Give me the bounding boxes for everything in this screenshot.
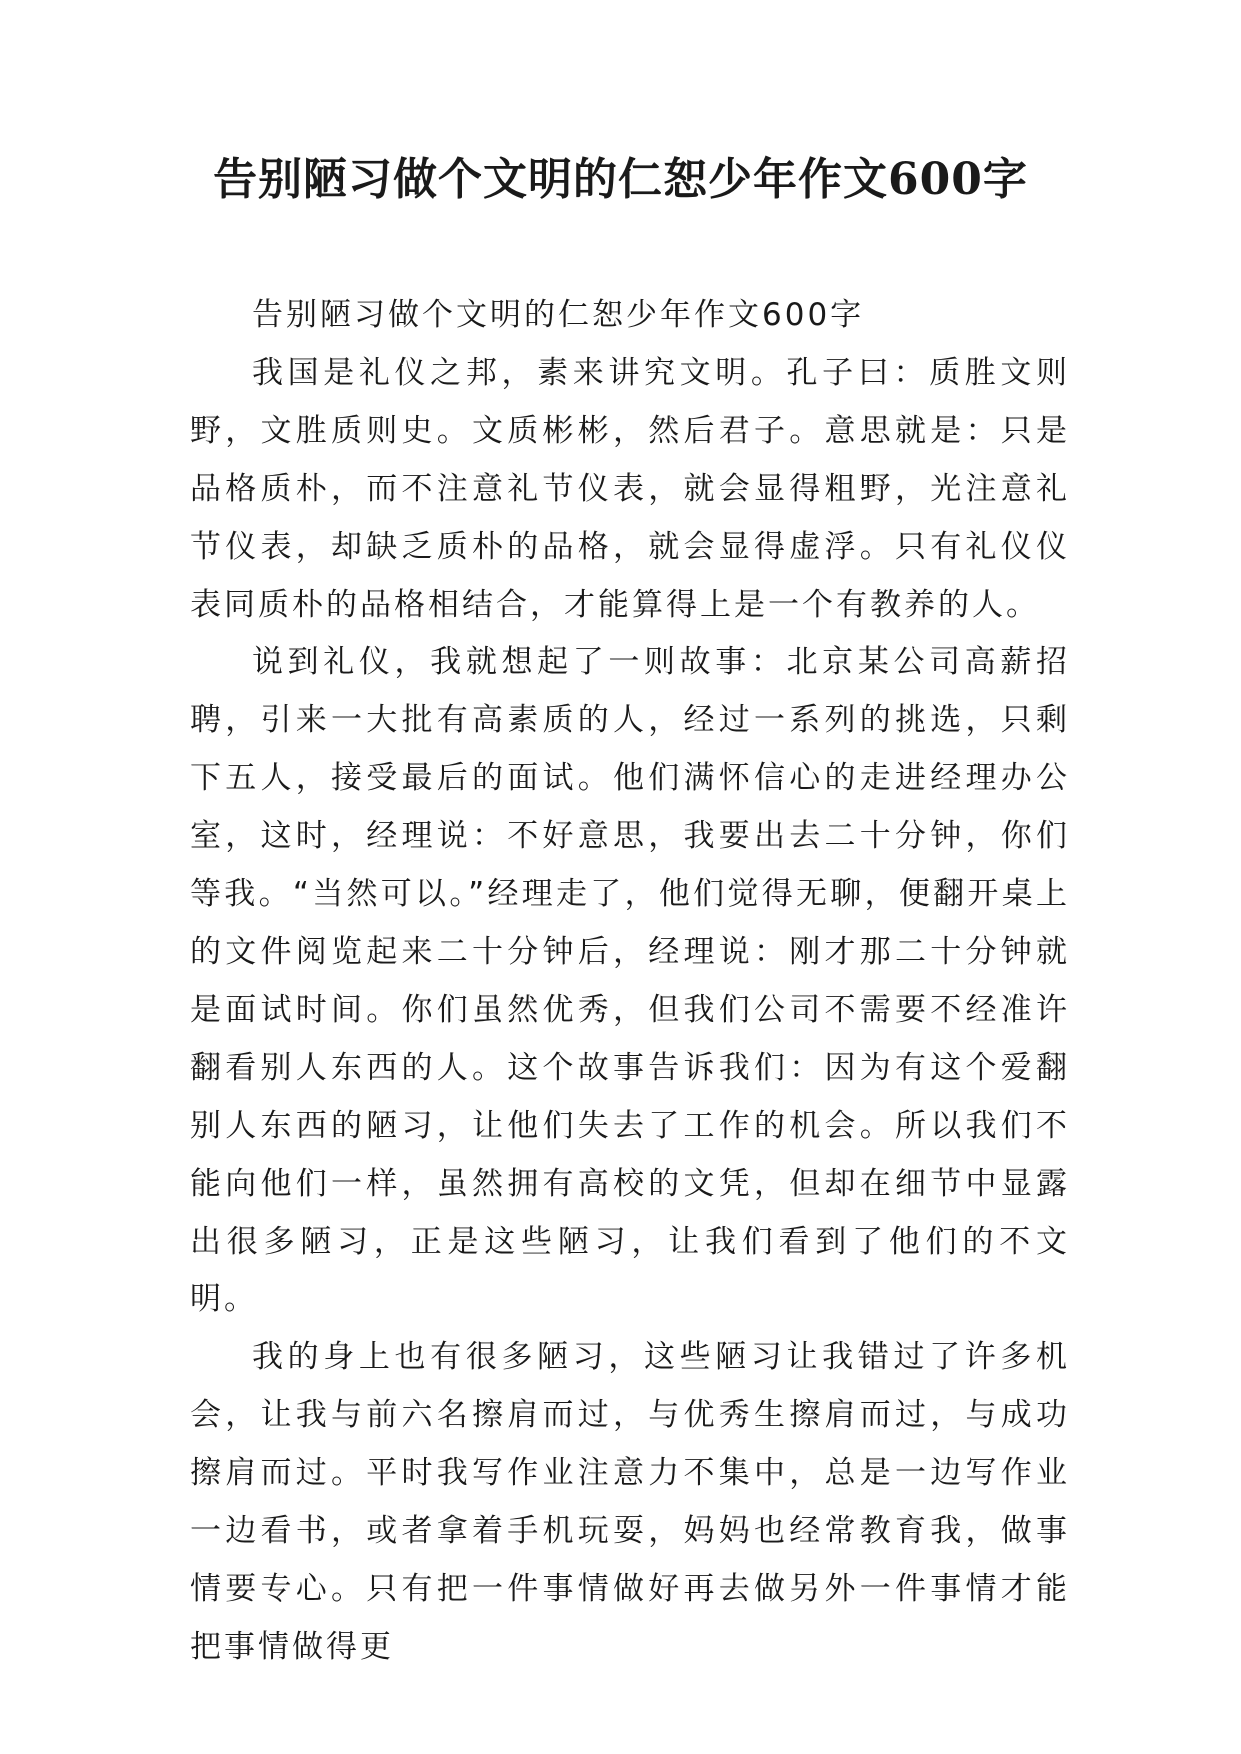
paragraph: 我国是礼仪之邦，素来讲究文明。孔子曰：质胜文则野，文胜质则史。文质彬彬，然后君子。意思就是：只是品格质朴，而不注意礼节仪表，就会显得粗野，光注意礼节仪表，却缺乏质朴的品格，就会显得虚浮。只有礼仪仪表同质朴的品格相结合，才能算得上是一个有教养的人。 bbox=[190, 354, 1070, 623]
document-body bbox=[190, 287, 1070, 1677]
paragraph-subtitle: 告别陋习做个文明的仁恕少年作文600字 bbox=[252, 297, 865, 333]
paragraph: 我的身上也有很多陋习，这些陋习让我错过了许多机会，让我与前六名擦肩而过，与优秀生擦肩而过，与成功擦肩而过。平时我写作业注意力不集中，总是一边写作业一边看书，或者拿着手机玩耍，妈妈也经常教育我，做事情要专心。只有把一件事情做好再去做另外一件事情才能把事情做得更 bbox=[190, 1339, 1070, 1665]
document-title: 告别陋习做个文明的仁恕少年作文600字 bbox=[213, 154, 1028, 205]
paragraph: 说到礼仪，我就想起了一则故事：北京某公司高薪招聘，引来一大批有高素质的人，经过一系列的挑选，只剩下五人，接受最后的面试。他们满怀信心的走进经理办公室，这时，经理说：不好意思，我要出去二十分钟，你们等我。“当然可以。”经理走了，他们觉得无聊，便翻开桌上的文件阅览起来二十分钟后，经理说：刚才那二十分钟就是面试时间。你们虽然优秀，但我们公司不需要不经准许翻看别人东西的人。这个故事告诉我们：因为有这个爱翻别人东西的陋习，让他们失去了工作的机会。所以我们不能向他们一样，虽然拥有高校的文凭，但却在细节中显露出很多陋习，正是这些陋习，让我们看到了他们的不文明。 bbox=[190, 644, 1070, 1318]
